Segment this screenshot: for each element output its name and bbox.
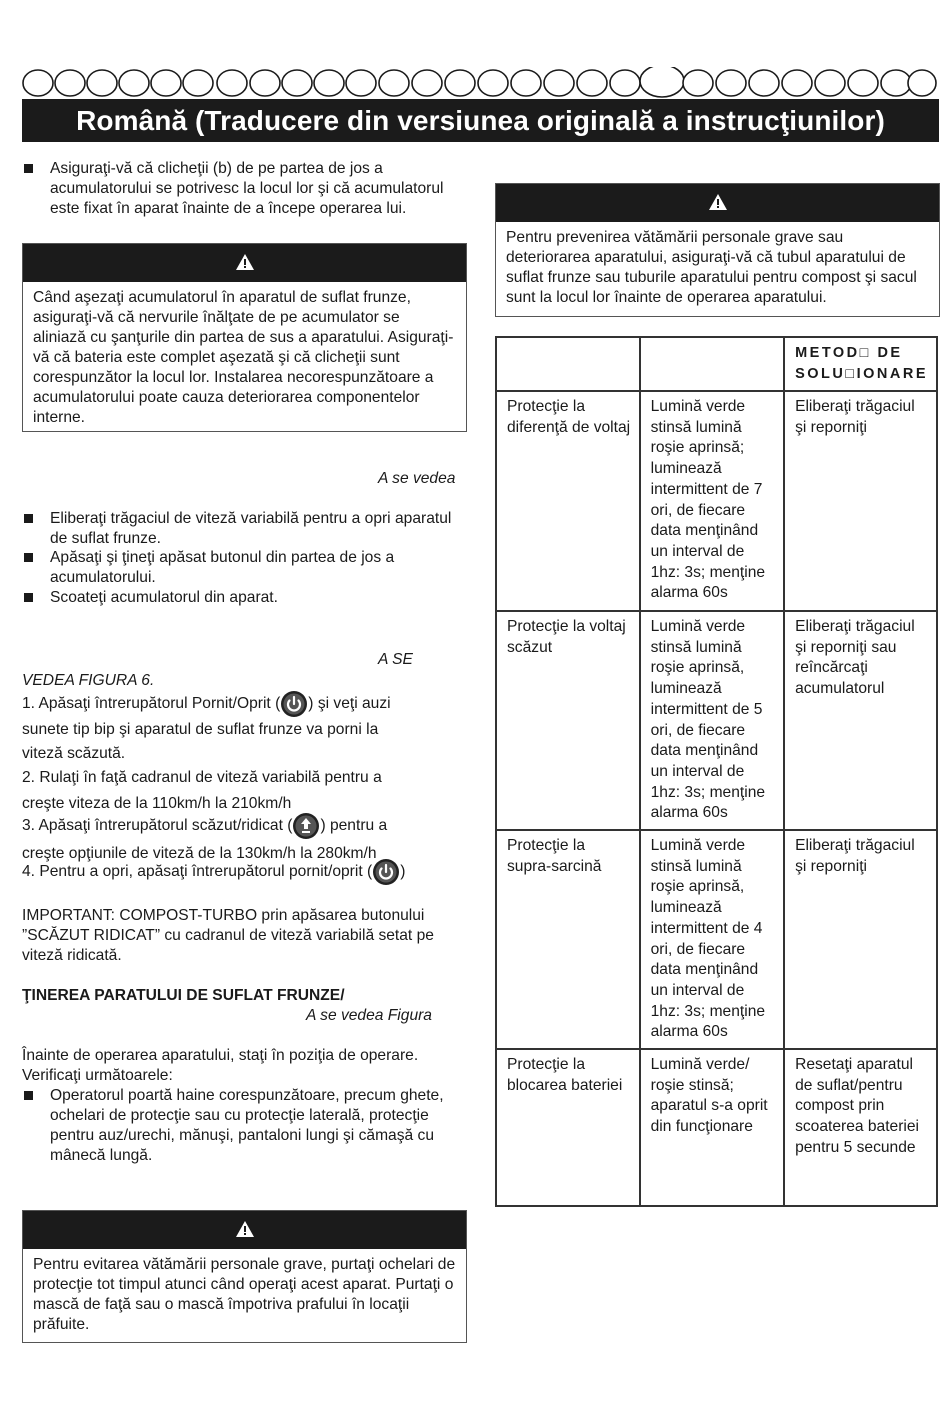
warning-triangle-icon	[235, 1220, 255, 1238]
table-row	[496, 1049, 937, 1206]
step-4: 4. Pentru a opri, apăsaţi întrerupătorul pornit/oprit ( )	[22, 858, 462, 886]
table-cell: Protecţie la supra-sarcină	[496, 830, 640, 1049]
power-button-icon	[372, 858, 400, 886]
warning-box	[495, 183, 940, 317]
table-header-cell	[496, 337, 640, 391]
table-row	[496, 830, 937, 1049]
table-row	[496, 391, 937, 611]
table-cell: Eliberaţi trăgaciul şi reporniţi	[784, 391, 937, 611]
table-row	[496, 611, 937, 830]
figure-reference: A SE	[378, 651, 413, 668]
list-item: Asiguraţi-vă că clicheţii (b) de pe partea de jos a acumulatorului se potrivesc la locul lor şi că acumulatorul este fixat în aparat înainte de a începe operarea lui.	[22, 159, 468, 219]
figure-reference: VEDEA FIGURA 6.	[22, 672, 155, 689]
list-item: Scoateţi acumulatorul din aparat.	[22, 588, 468, 608]
warning-text: Când aşezaţi acumulatorul în aparatul de suflat frunze, asiguraţi-vă că nervurile înălţate de pe acumulator se aliniază cu şanţurile din partea de sus a aparatului. Asiguraţi-vă că bateria este complet aşezată şi că clicheţii sunt corespunzător la locul lor. Instalarea necorespunzătoare a acumulatorului poate cauza deteriorarea componentelor interne.	[33, 289, 454, 426]
table-cell: Lumină verde stinsă lumină roşie aprinsă, luminează intermittent de 4 ori, de fiecare data menţinând un interval de 1hz: 3s; menţine alarma 60s	[640, 830, 784, 1049]
step-1-continued: viteză scăzută.	[22, 745, 126, 762]
table-cell: Lumină verde/ roşie stinsă; aparatul s-a oprit din funcţionare	[640, 1049, 784, 1206]
warning-header	[496, 184, 939, 222]
table-cell: Resetaţi aparatul de suflat/pentru compost prin scoaterea bateriei pentru 5 secunde	[784, 1049, 937, 1206]
table-cell: Protecţie la blocarea bateriei	[496, 1049, 640, 1206]
warning-text: Pentru prevenirea vătămării personale grave sau deteriorarea aparatului, asiguraţi-vă că tubul aparatului de suflat frunze sau tuburile aparatului pentru compost şi sacul sunt la locul lor înainte de operarea aparatului.	[506, 229, 917, 306]
table-cell: Eliberaţi trăgaciul şi reporniţi	[784, 830, 937, 1049]
table-header-row	[496, 337, 937, 391]
section-heading: ŢINEREA PARATULUI DE SUFLAT FRUNZE/	[22, 987, 345, 1004]
step-2: 2. Rulaţi în faţă cadranul de viteză variabilă pentru a	[22, 769, 382, 786]
table-cell: Lumină verde stinsă lumină roşie aprinsă, luminează intermittent de 5 ori, de fiecare data menţinând un interval de 1hz: 3s; menţine alarma 60s	[640, 611, 784, 830]
bullet-square-icon	[24, 593, 33, 602]
warning-text: Pentru evitarea vătămării personale grave, purtaţi ochelari de protecţie tot timpul atunci când operaţi acest aparat. Purtaţi o mască de faţă sau o mască împotriva prafului în locaţii prăfuite.	[33, 1256, 456, 1333]
warning-header	[23, 244, 466, 282]
table-cell: Lumină verde stinsă lumină roşie aprinsă; luminează intermittent de 7 ori, de fiecare data menţinând un interval de 1hz: 3s; menţine alarma 60s	[640, 391, 784, 611]
table-cell: Eliberaţi trăgaciul şi reporniţi sau reîncărcaţi acumulatorul	[784, 611, 937, 830]
list-item: Apăsaţi şi ţineţi apăsat butonul din partea de jos a acumulatorului.	[22, 548, 468, 588]
step-1-continued: sunete tip bip şi aparatul de suflat frunze va porni la	[22, 721, 379, 738]
bullet-square-icon	[24, 553, 33, 562]
warning-triangle-icon	[235, 253, 255, 271]
bullet-square-icon	[24, 164, 33, 173]
warning-triangle-icon	[708, 193, 728, 211]
table-cell: Protecţie la voltaj scăzut	[496, 611, 640, 830]
warning-header	[23, 1211, 466, 1249]
table-header-cell: METOD□ DE SOLU□IONARE	[784, 337, 937, 391]
list-item: Operatorul poartă haine corespunzătoare, precum ghete, ochelari de protecţie sau cu protecţie laterală, protecţie pentru auz/urechi, mănuşi, pantaloni lungi şi cămaşă cu mânecă lungă.	[22, 1086, 468, 1166]
table-cell: Protecţie la diferenţă de voltaj	[496, 391, 640, 611]
warning-box	[22, 1210, 467, 1343]
page-title: Română (Traducere din versiunea originală a instrucţiunilor)	[22, 99, 939, 142]
list-item: Eliberaţi trăgaciul de viteză variabilă pentru a opri aparatul de suflat frunze.	[22, 509, 468, 549]
figure-reference: A se vedea	[378, 470, 456, 487]
bullet-square-icon	[24, 514, 33, 523]
troubleshooting-table	[495, 336, 938, 1207]
step-1: 1. Apăsaţi întrerupătorul Pornit/Oprit ( ) şi veţi auzi	[22, 690, 462, 718]
step-2-continued: creşte viteza de la 110km/h la 210km/h	[22, 795, 292, 812]
important-note: IMPORTANT: COMPOST-TURBO prin apăsarea butonului ”SCĂZUT RIDICAT” cu cadranul de viteză variabilă setat pe viteză ridicată.	[22, 907, 434, 964]
bullet-square-icon	[24, 1091, 33, 1100]
figure-reference: A se vedea Figura	[306, 1007, 432, 1024]
step-3: 3. Apăsaţi întrerupătorul scăzut/ridicat ( ) pentru a	[22, 812, 462, 840]
step-3-continued: creşte opţiunile de viteză de la 130km/h la 280km/h	[22, 845, 377, 862]
paragraph: Înainte de operarea aparatului, staţi în poziţia de operare. Verificaţi următoarele:	[22, 1047, 419, 1084]
language-tabs	[22, 67, 938, 99]
table-header-cell	[640, 337, 784, 391]
warning-box	[22, 243, 467, 432]
speed-toggle-icon	[292, 812, 320, 840]
power-button-icon	[280, 690, 308, 718]
